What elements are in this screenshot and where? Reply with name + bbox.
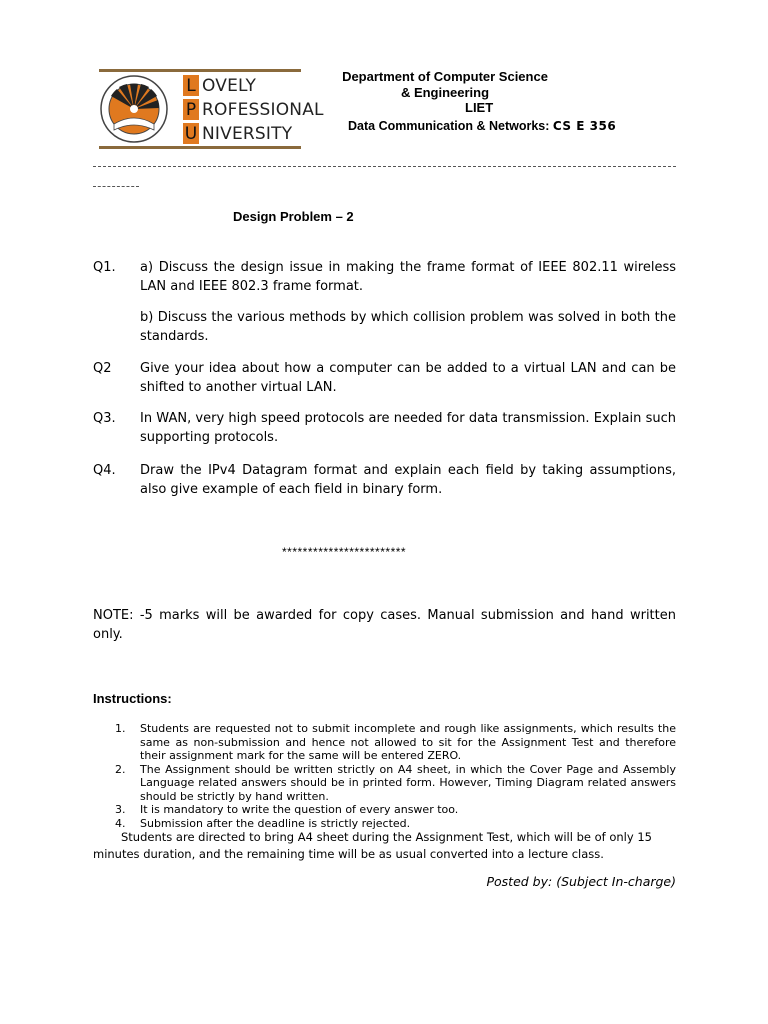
logo-word: ROFESSIONAL	[202, 99, 324, 120]
question-text: Draw the IPv4 Datagram format and explain each field by taking assumptions, also give example of each field in binary form.	[140, 463, 676, 497]
logo-word: OVELY	[202, 75, 257, 96]
logo-row-professional	[183, 98, 324, 121]
university-logo	[99, 69, 324, 149]
paragraph-text: Students are directed to bring A4 sheet during the Assignment Test, which will be of only 15 minutes duration, and the remaining time will be as usual converted into a lecture class.	[93, 830, 652, 861]
logo-row-lovely	[183, 74, 324, 97]
logo-top-rule	[99, 69, 301, 72]
question-number: Q1.	[93, 260, 116, 275]
question-item	[93, 308, 676, 346]
list-text: Students are requested not to submit incomplete and rough like assignments, which results the same as non-submission and hence not allowed to sit for the Assignment Test and therefore their assignment mark for the same will be entered ZERO.	[140, 722, 676, 762]
question-item	[93, 409, 676, 447]
logo-letter-box: P	[183, 99, 199, 120]
section-divider-stars: ************************	[282, 545, 407, 559]
department-heading: Department of Computer Science & Engineering	[342, 69, 548, 100]
question-item	[93, 461, 676, 499]
course-label: Data Communication & Networks:	[348, 119, 550, 133]
list-number: 2.	[115, 762, 126, 776]
instructions-list	[93, 722, 676, 830]
list-text: Submission after the deadline is strictly rejected.	[140, 816, 411, 830]
clipped-heading-line	[465, 100, 510, 115]
logo-word: NIVERSITY	[202, 123, 293, 144]
list-number: 3.	[115, 803, 126, 816]
instructions-title: Instructions:	[93, 691, 172, 706]
list-item	[93, 817, 676, 831]
logo-letter-box: L	[183, 75, 199, 96]
list-text: The Assignment should be written strictly on A4 sheet, in which the Cover Page and Assembly Language related answers should be in printed form. However, Timing Diagram related answers should be strictly by hand written.	[140, 762, 676, 803]
question-item	[93, 359, 676, 397]
question-number: Q3.	[93, 411, 116, 426]
instructions-paragraph	[93, 829, 676, 863]
posted-by: Posted by: (Subject In-charge)	[486, 874, 676, 889]
list-text: It is mandatory to write the question of every answer too.	[140, 803, 459, 816]
note-text: NOTE: -5 marks will be awarded for copy cases. Manual submission and hand written only.	[93, 608, 676, 642]
logo-letter-box: U	[184, 123, 198, 144]
course-code: CS E 356	[552, 119, 617, 133]
list-number: 4.	[115, 816, 126, 830]
question-text: b) Discuss the various methods by which collision problem was solved in both the standards.	[140, 310, 676, 344]
separator-line	[93, 166, 676, 168]
separator-line-continued	[93, 186, 139, 188]
question-text: a) Discuss the design issue in making the frame format of IEEE 802.11 wireless LAN and IEEE 802.3 frame format.	[140, 260, 676, 294]
list-item	[93, 722, 676, 763]
question-item	[93, 258, 676, 296]
course-line	[348, 119, 616, 133]
question-number: Q4.	[93, 463, 116, 478]
list-item	[93, 763, 676, 804]
clipped-heading-text: LIET	[465, 100, 494, 115]
question-text: Give your idea about how a computer can be added to a virtual LAN and can be shifted to another virtual LAN.	[140, 361, 676, 395]
problem-title: Design Problem – 2	[233, 209, 354, 224]
question-text: In WAN, very high speed protocols are needed for data transmission. Explain such supporting protocols.	[140, 411, 676, 445]
university-seal-icon	[99, 74, 169, 144]
logo-bottom-rule	[99, 146, 301, 149]
question-number: Q2	[93, 361, 112, 376]
logo-row-university	[183, 122, 324, 145]
list-item	[93, 803, 676, 817]
list-number: 1.	[115, 722, 126, 735]
